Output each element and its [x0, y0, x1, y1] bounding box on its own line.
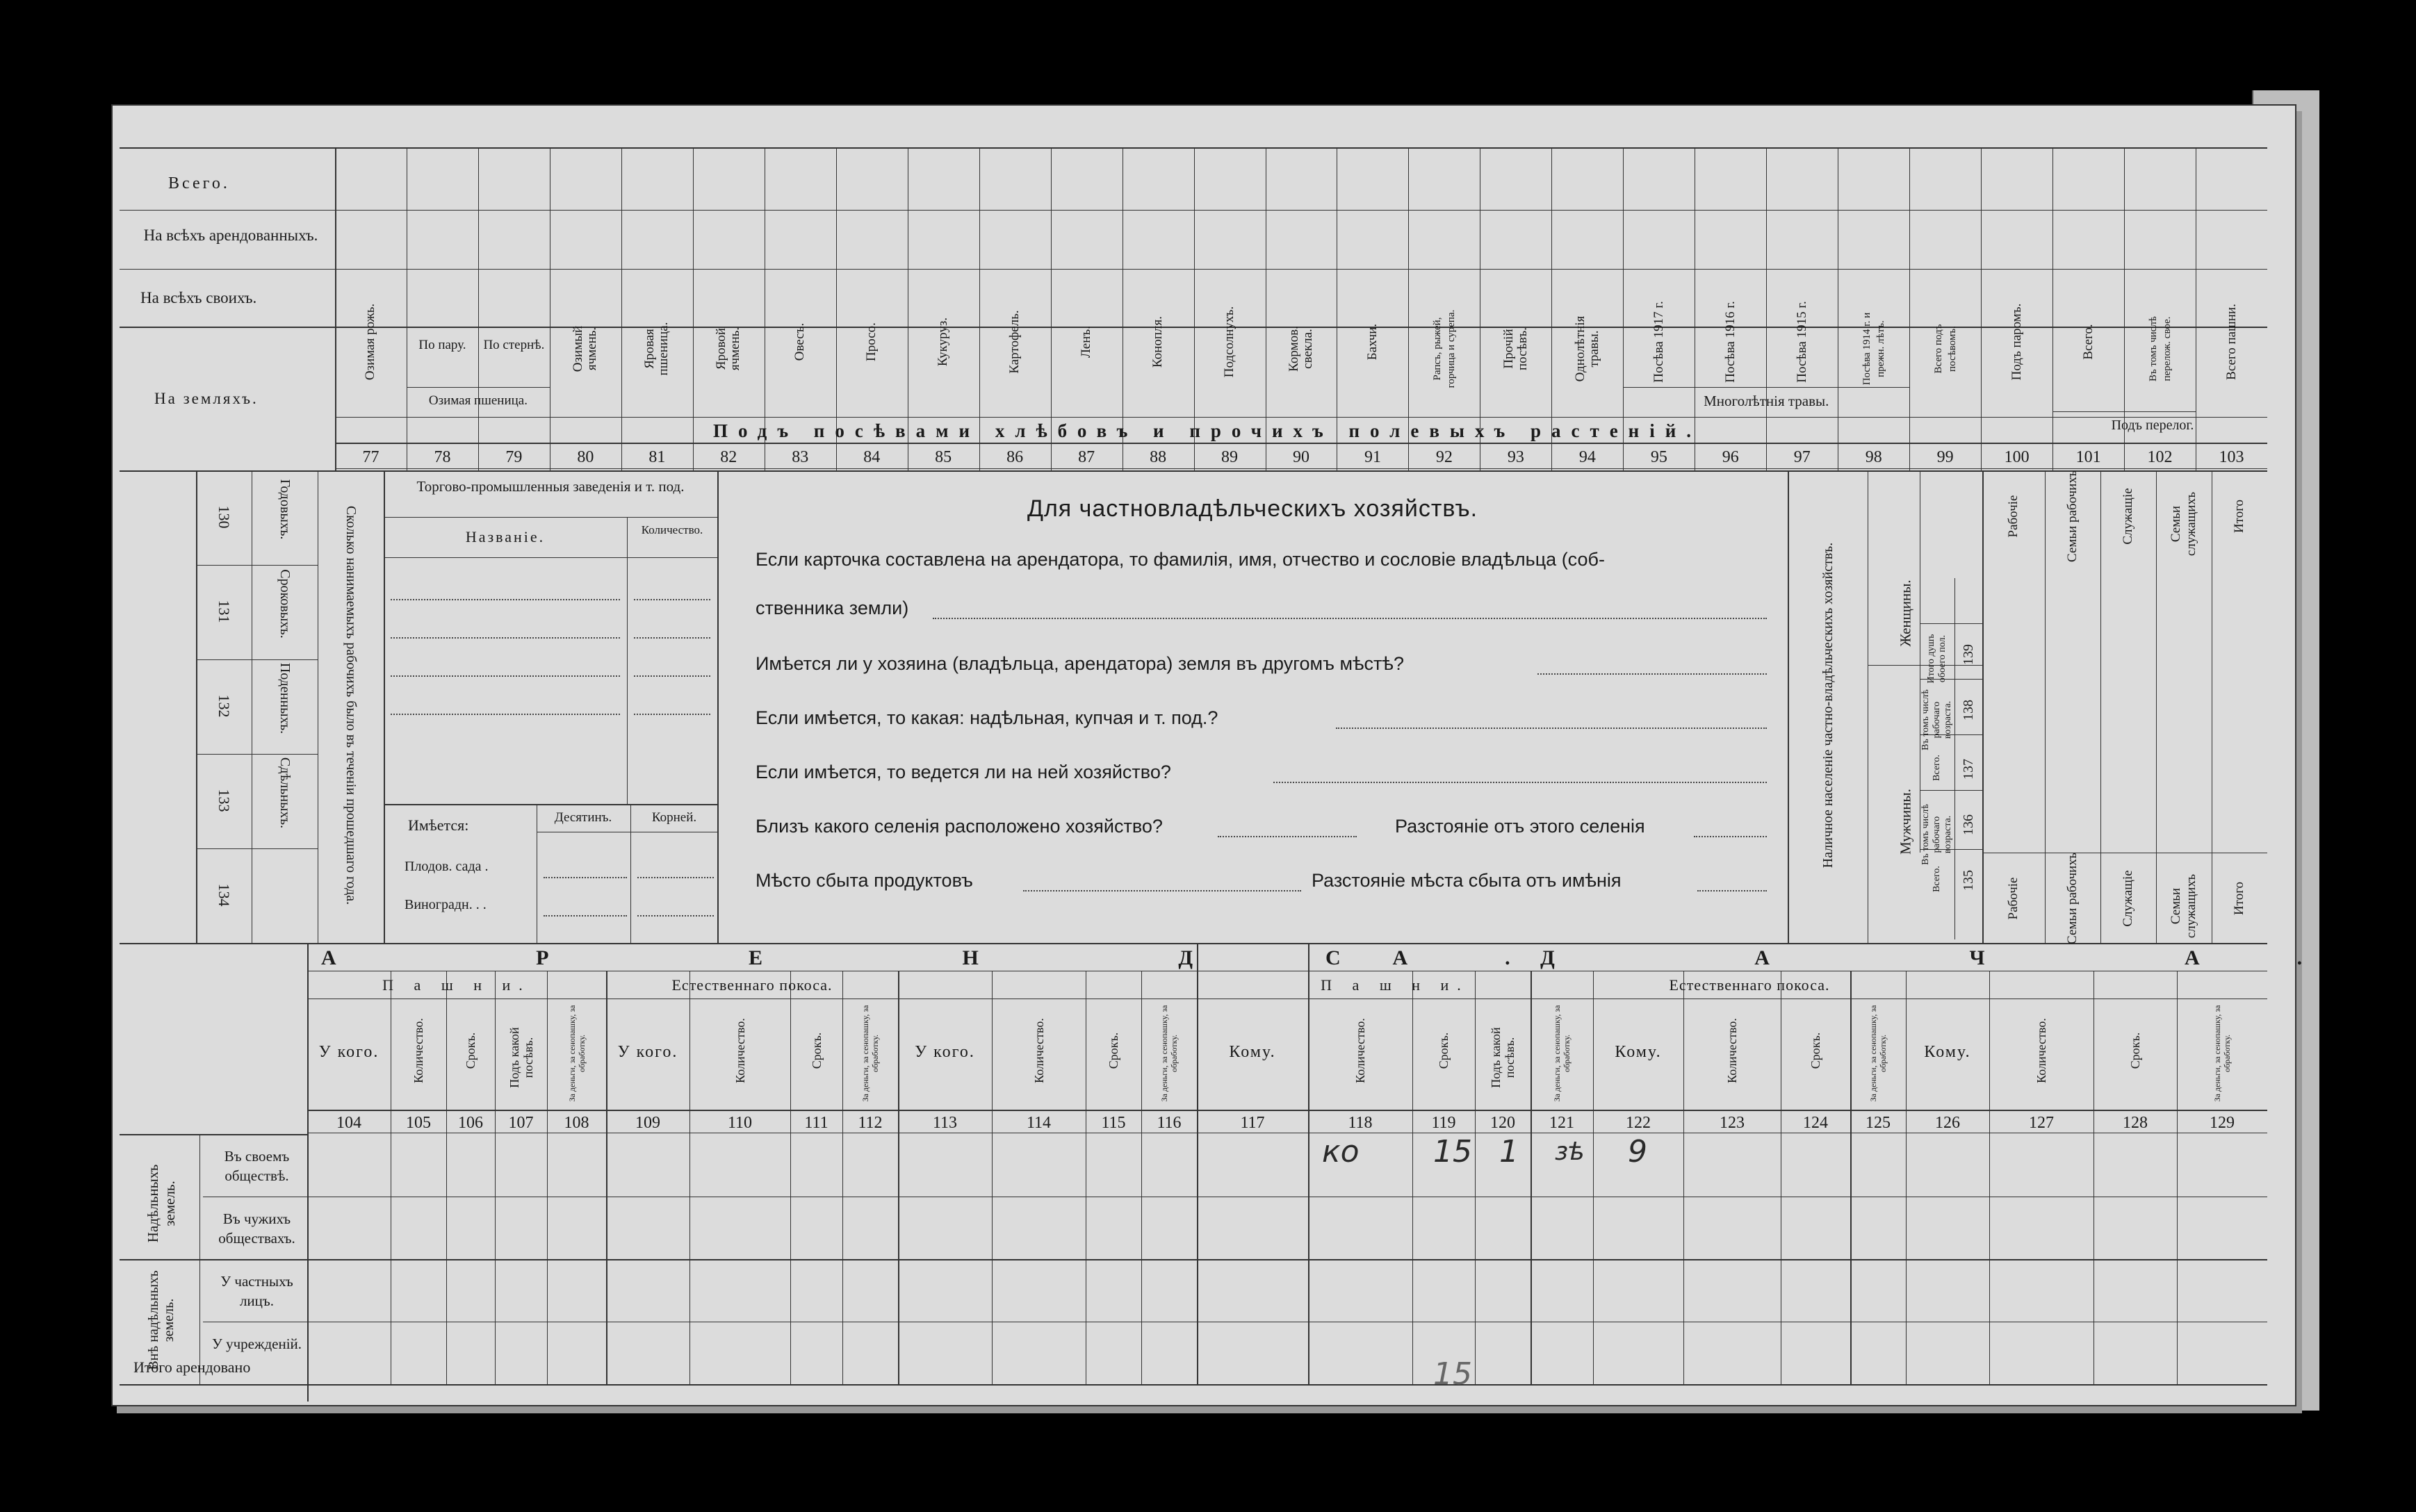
crop-header-15: Бахчи.	[1364, 323, 1380, 361]
col-number-94: 94	[1578, 448, 1596, 466]
lease-col-header: За деньги, за сенопашку, за обработку.	[2212, 1005, 2232, 1102]
lease-col-header: У кого.	[617, 1043, 678, 1061]
rule	[1593, 971, 1594, 1384]
crop-header-25: Всего.	[2080, 324, 2096, 360]
lease-col-number: 126	[1935, 1114, 1960, 1132]
lease-group-non-allotment: Внѣ надѣльныхъ земель.	[146, 1270, 177, 1370]
rule	[1531, 971, 1532, 1384]
question-village-distance: Разстояніе отъ этого селенія	[1395, 816, 1645, 837]
lease-row-label: У частныхъ лицъ.	[220, 1273, 293, 1309]
crop-header-23: Всего подъ посѣвомъ.	[1932, 324, 1958, 374]
col-rule	[2052, 147, 2053, 470]
question-other-land: Имѣется ли у хозяина (владѣльца, арендатора) земля въ другомъ мѣстѣ?	[756, 653, 1404, 674]
vineyard-label: Виноградн. . .	[405, 897, 487, 912]
crop-header-13: Подсолнухъ.	[1222, 306, 1237, 378]
crop-header-26: Въ томъ числѣ перелож. свое.	[2147, 316, 2173, 381]
pop-right-col-bottom: Семьи рабочихъ	[2065, 853, 2080, 944]
pop-right-col-top: Семьи рабочихъ	[2065, 470, 2080, 562]
col-number-90: 90	[1293, 448, 1309, 466]
crop-header-14: Кормов. свекла.	[1287, 326, 1315, 372]
pop-right-col-bottom: Итого	[2232, 881, 2246, 916]
crop-header-1: Озимая рожь.	[363, 303, 378, 381]
lease-col-number: 118	[1348, 1114, 1373, 1132]
question-owner-line2: ственника земли)	[756, 598, 909, 618]
lease-col-header: Срокъ.	[464, 1032, 478, 1069]
lease-col-number: 127	[2029, 1114, 2054, 1132]
lease-col-number: 108	[564, 1114, 589, 1132]
col-number-92: 92	[1435, 448, 1453, 466]
col-number-89: 89	[1221, 448, 1239, 466]
question-land-kind: Если имѣется, то какая: надѣльная, купчая и т. под.?	[756, 707, 1218, 728]
pop-cell-label: Въ томъ числѣ рабочаго возраста.	[1920, 804, 1953, 865]
col-number-97: 97	[1793, 448, 1811, 466]
handwritten-entry-terms: 9	[1628, 1134, 1647, 1169]
lease-col-header: За деньги, за сенопашку, за обработку.	[1159, 1005, 1179, 1102]
handwritten-entry-qty: 15	[1433, 1134, 1472, 1169]
question-market: Мѣсто сбыта продуктовъ	[756, 870, 973, 891]
rule	[1954, 578, 1955, 939]
pop-col-number: 135	[1961, 870, 1976, 891]
roots-col: Корней.	[651, 810, 697, 825]
question-owner-line1: Если карточка составлена на арендатора, то фамилія, имя, отчество и сословіе владѣльца (соб-	[756, 549, 1605, 570]
rule	[1623, 387, 1909, 388]
lease-col-header: Срокъ.	[1809, 1032, 1822, 1069]
lease-col-number: 129	[2210, 1114, 2235, 1132]
rule	[1683, 971, 1684, 1384]
lease-col-number: 128	[2123, 1114, 2148, 1132]
worker-row-label: Сроковыхъ.	[277, 569, 293, 639]
private-title: Для частновладѣльческихъ хозяйствъ.	[1027, 495, 1478, 522]
col-number-98: 98	[1865, 448, 1882, 466]
rule	[1850, 971, 1852, 1384]
col-number-80: 80	[577, 448, 594, 466]
col-number-78: 78	[434, 448, 451, 466]
lease-col-number: 109	[635, 1114, 660, 1132]
lease-col-header: Кому.	[1615, 1043, 1662, 1061]
rule	[196, 754, 318, 755]
have-label: Имѣется:	[408, 816, 469, 834]
pop-right-col-bottom: Семьи служащихъ	[2169, 873, 2198, 939]
row-label-own: На всѣхъ своихъ.	[140, 289, 257, 306]
lease-col-header: Кому.	[1924, 1043, 1971, 1061]
lease-col-number: 119	[1431, 1114, 1456, 1132]
row-label-total: Всего.	[168, 174, 230, 192]
arenda-title: А Р Е Н Д А.	[321, 946, 1608, 969]
pop-right-col-top: Итого	[2232, 499, 2246, 534]
handwritten-entry-crop: зѣ	[1555, 1137, 1585, 1166]
rule	[1197, 943, 1198, 1384]
lease-group-header: П а ш н и.	[382, 976, 531, 994]
lease-row-label: Въ чужихъ обществахъ.	[218, 1210, 295, 1247]
rule	[2177, 971, 2178, 1384]
rule	[1308, 971, 1309, 1384]
lease-col-header: Количество.	[733, 1018, 747, 1083]
lease-col-number: 105	[406, 1114, 431, 1132]
row-label-leased: На всѣхъ арендованныхъ.	[143, 227, 318, 244]
col-number-99: 99	[1936, 448, 1954, 466]
pop-col-number: 138	[1961, 700, 1976, 721]
sub-header-wheat: Озимая пшеница.	[428, 393, 528, 408]
lease-col-number: 104	[336, 1114, 361, 1132]
lease-col-header: Подъ какой посѣвъ.	[507, 1027, 535, 1088]
col-number-88: 88	[1150, 448, 1167, 466]
lease-col-header: Кому.	[1229, 1043, 1276, 1061]
worker-row-number: 131	[215, 600, 233, 623]
rule	[790, 971, 791, 1384]
lease-col-number: 124	[1803, 1114, 1828, 1132]
col-number-84: 84	[863, 448, 881, 466]
women-label: Женщины.	[1897, 580, 1914, 647]
rule	[196, 659, 318, 660]
rule	[196, 565, 318, 566]
pop-cell-label: Итого душъ обоего пол.	[1926, 634, 1948, 684]
rule	[606, 971, 607, 1384]
handwritten-entry-total: 15	[1433, 1356, 1472, 1392]
col-number-82: 82	[720, 448, 737, 466]
question-farming: Если имѣется, то ведется ли на ней хозяйство?	[756, 762, 1171, 782]
crop-header-20: Посѣва 1916 г.	[1722, 301, 1738, 383]
lease-row-label: У учрежденій.	[211, 1336, 302, 1352]
worker-row-number: 133	[215, 789, 233, 812]
rule	[495, 971, 496, 1384]
col-number-95: 95	[1650, 448, 1667, 466]
worker-row-label: Годовыхъ.	[277, 479, 293, 540]
lease-col-number: 111	[804, 1114, 829, 1132]
lease-col-header: Количество.	[1725, 1018, 1739, 1083]
worker-row-number: 132	[215, 694, 233, 718]
workers-question-label: Сколько нанимаемыхъ рабочихъ было въ теченіи прошедшаго года.	[343, 505, 359, 905]
rule	[196, 848, 318, 849]
lease-col-number: 116	[1157, 1114, 1182, 1132]
crop-header-17: Прочій посѣвъ.	[1501, 327, 1530, 370]
lease-col-number: 120	[1490, 1114, 1515, 1132]
crop-header-27: Всего пашни.	[2223, 304, 2239, 380]
lease-col-number: 107	[508, 1114, 534, 1132]
lease-col-header: За деньги, за сенопашку, за обработку.	[1552, 1005, 1572, 1102]
pop-col-number: 137	[1961, 759, 1976, 780]
lease-col-header: За деньги, за сенопашку, за обработку.	[1868, 1005, 1888, 1102]
col-number-83: 83	[792, 448, 809, 466]
sub-header-grass: Многолѣтнія травы.	[1704, 393, 1829, 409]
handwritten-entry-term: 1	[1499, 1134, 1519, 1169]
lease-col-number: 113	[932, 1114, 958, 1132]
rule	[1412, 971, 1413, 1384]
crop-header-24: Подъ паромъ.	[2009, 303, 2024, 381]
lease-col-number: 106	[458, 1114, 483, 1132]
crop-header-2: По пару.	[418, 338, 466, 352]
rule	[842, 971, 843, 1384]
rule	[898, 971, 899, 1384]
lease-col-header: У кого.	[915, 1043, 975, 1061]
pop-right-col-top: Рабочіе	[2006, 495, 2021, 538]
lease-col-header: Срокъ.	[809, 1032, 824, 1069]
crop-header-21: Посѣва 1915 г.	[1794, 301, 1809, 383]
rule	[547, 971, 548, 1384]
rule	[2052, 411, 2196, 412]
col-number-103: 103	[2219, 448, 2244, 466]
lease-col-number: 123	[1720, 1114, 1745, 1132]
trade-title: Торгово-промышленныя заведенія и т. под.	[416, 478, 685, 495]
pop-cell-label: Въ томъ числѣ рабочаго возраста.	[1920, 689, 1953, 750]
pop-right-col-top: Семьи служащихъ	[2169, 491, 2198, 557]
col-number-101: 101	[2075, 448, 2101, 466]
pop-col-number: 139	[1961, 644, 1976, 665]
crop-header-16: Рапсъ, рыжей, горчица и сурепа.	[1431, 309, 1457, 388]
trade-qty-col: Количество.	[641, 523, 703, 536]
col-number-91: 91	[1364, 448, 1381, 466]
lease-group-header: Естественнаго покоса.	[1669, 976, 1830, 994]
worker-row-number: 134	[215, 883, 233, 907]
men-label: Мужчины.	[1897, 789, 1914, 855]
population-title: Наличное населеніе частно-владѣльческихъ хозяйствъ.	[1820, 542, 1836, 869]
col-number-93: 93	[1507, 448, 1524, 466]
col-number-102: 102	[2147, 448, 2173, 466]
lease-col-number: 110	[727, 1114, 753, 1132]
rule	[1920, 623, 1982, 624]
lease-col-number: 115	[1101, 1114, 1126, 1132]
col-number-100: 100	[2004, 448, 2030, 466]
rule	[407, 387, 550, 388]
row-label-lands: На земляхъ.	[154, 390, 259, 407]
question-market-distance: Разстояніе мѣста сбыта отъ имѣнія	[1312, 870, 1622, 891]
lease-col-header: За деньги, за сенопашку, за обработку.	[566, 1005, 587, 1102]
lease-group-header: П а ш н и.	[1321, 976, 1469, 994]
lease-col-header: Количество.	[411, 1018, 425, 1083]
crop-header-12: Конопля.	[1150, 315, 1166, 368]
des-col: Десятинъ.	[554, 810, 612, 825]
trade-name-col: Названіе.	[465, 528, 546, 545]
pop-right-col-bottom: Служащіе	[2121, 870, 2135, 927]
crop-header-5: Яровая пшеница.	[642, 322, 671, 376]
rule	[2093, 971, 2094, 1384]
crop-header-19: Посѣва 1917 г.	[1651, 301, 1666, 383]
lease-col-header: Количество.	[1031, 1018, 1046, 1083]
lease-row-label: Въ своемъ обществѣ.	[224, 1148, 290, 1184]
rule	[1141, 971, 1142, 1384]
col-number-87: 87	[1078, 448, 1095, 466]
lease-col-header: Срокъ.	[1107, 1032, 1120, 1069]
crop-header-3: По стернѣ.	[483, 338, 545, 352]
worker-row-number: 130	[215, 505, 233, 529]
rule	[992, 971, 993, 1384]
worker-row-label: Сдѣльныхъ.	[277, 757, 293, 829]
col-number-96: 96	[1722, 448, 1739, 466]
lease-col-number: 112	[858, 1114, 883, 1132]
crop-header-10: Картофель.	[1007, 310, 1022, 374]
lease-col-number: 125	[1866, 1114, 1891, 1132]
lease-col-header: Количество.	[1353, 1018, 1367, 1083]
crop-header-8: Просо.	[864, 322, 879, 361]
pop-col-number: 136	[1961, 814, 1976, 835]
lease-col-header: За деньги, за сенопашку, за обработку.	[860, 1005, 880, 1102]
sdacha-title: С Д А Ч А.	[1325, 946, 2400, 969]
rule	[689, 971, 690, 1384]
handwritten-entry-komu: ко	[1322, 1134, 1360, 1169]
crop-header-6: Яровой ячмень.	[714, 327, 743, 371]
pop-cell-label: Всего.	[1932, 755, 1942, 781]
crop-header-9: Кукуруз.	[936, 317, 951, 367]
census-form-sheet	[111, 104, 2400, 1406]
crop-header-22: Посѣва 1914 г. и прежн. лѣтъ.	[1861, 312, 1886, 386]
orchard-label: Плодов. сада .	[405, 859, 489, 874]
col-number-81: 81	[648, 448, 666, 466]
lease-col-number: 117	[1240, 1114, 1265, 1132]
worker-row-label: Поденныхъ.	[277, 662, 293, 734]
lease-col-number: 122	[1626, 1114, 1651, 1132]
rule	[1906, 971, 1907, 1384]
sub-header-fallow: Подъ перелог.	[2111, 418, 2194, 433]
pop-right-col-top: Служащіе	[2121, 488, 2135, 545]
col-number-77: 77	[362, 448, 379, 466]
lease-col-header: Количество.	[2034, 1018, 2048, 1083]
col-number-79: 79	[505, 448, 523, 466]
rule	[446, 971, 447, 1384]
col-number-85: 85	[935, 448, 952, 466]
lease-col-header: Подъ какой посѣвъ.	[1489, 1027, 1517, 1088]
crop-header-4: Озимый ячмень.	[571, 325, 600, 372]
band-label: Подъ посѣвами хлѣбовъ и прочихъ полевыхъ растеній.	[712, 420, 1702, 441]
lease-col-header: У кого.	[318, 1043, 379, 1061]
lease-group-allotment: Надѣльныхъ земель.	[145, 1164, 178, 1243]
question-village: Близъ какого селенія расположено хозяйство?	[756, 816, 1163, 837]
total-leased-label: Итого арендовано	[133, 1358, 251, 1376]
crop-header-11: Ленъ.	[1079, 326, 1094, 358]
lease-col-header: Срокъ.	[1437, 1032, 1451, 1069]
crop-header-18: Однолѣтнія травы.	[1572, 315, 1601, 382]
col-number-86: 86	[1006, 448, 1024, 466]
crop-header-7: Овесъ.	[792, 322, 808, 361]
lease-col-header: Срокъ.	[2128, 1032, 2142, 1069]
rule	[1989, 971, 1990, 1384]
rule	[1475, 971, 1476, 1384]
pop-right-col-bottom: Рабочіе	[2006, 877, 2021, 920]
lease-group-header: Естественнаго покоса.	[671, 976, 833, 994]
lease-col-number: 114	[1026, 1114, 1052, 1132]
pop-cell-label: Всего.	[1932, 866, 1942, 892]
lease-col-number: 121	[1549, 1114, 1574, 1132]
